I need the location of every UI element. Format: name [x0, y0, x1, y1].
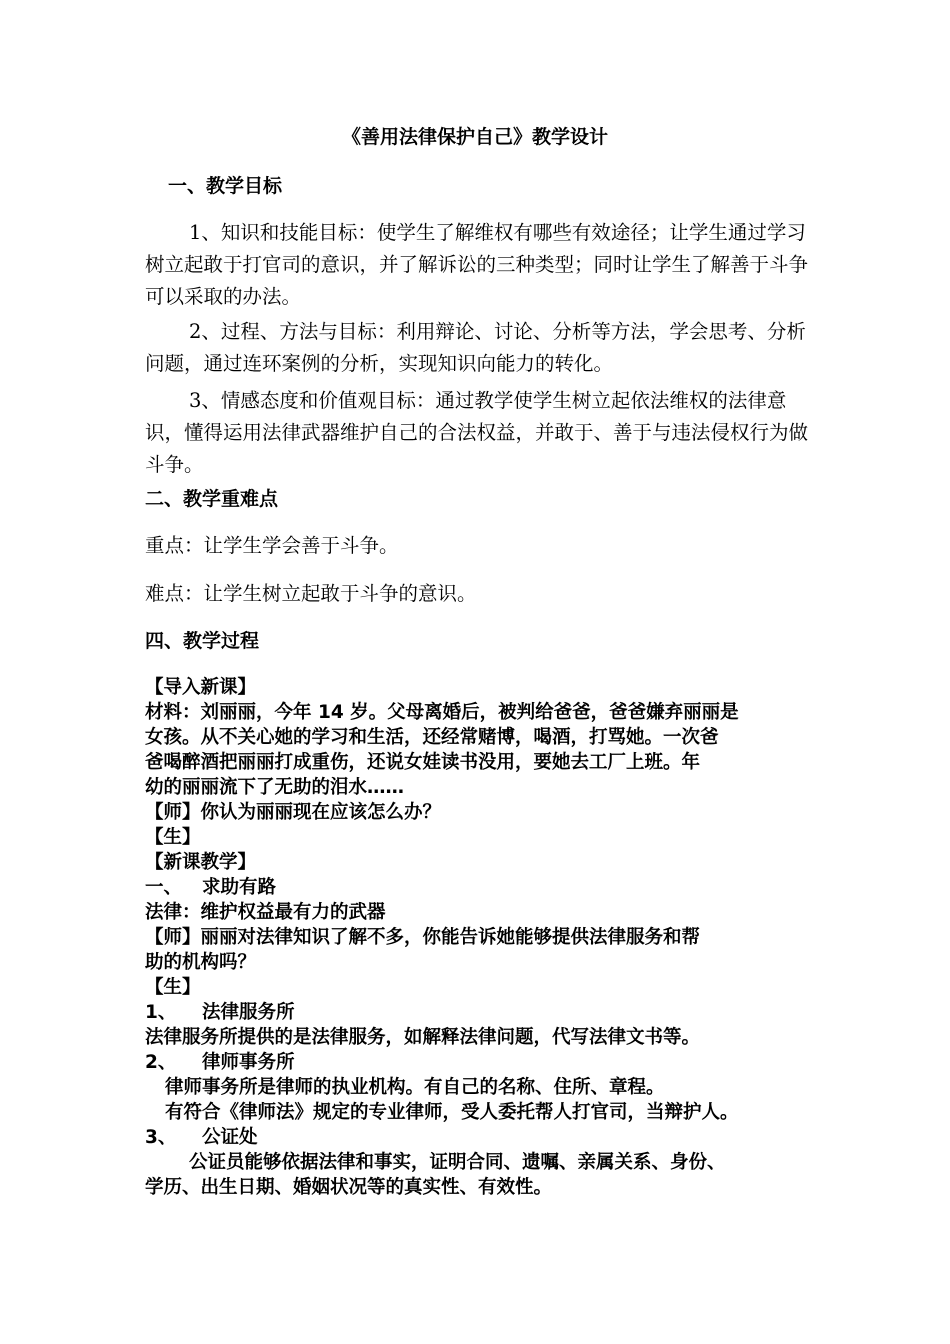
goal-paragraph-3: 3、情感态度和价值观目标：通过教学使学生树立起依法维权的法律意识，懂得运用法律武器维护自己的合法权益，并敢于、善于与违法侵权行为做斗争。 — [145, 389, 809, 476]
item-2-description-1: 律师事务所是律师的执业机构。有自己的名称、住所、章程。 — [165, 1077, 665, 1098]
difficult-point-text: 难点：让学生树立起敢于斗争的意识。 — [145, 582, 477, 605]
material-line-4: 幼的丽丽流下了无助的泪水…… — [145, 777, 405, 798]
item-3-description-1: 公证员能够依据法律和事实，证明合同、遗嘱、亲属关系、身份、 — [189, 1152, 726, 1173]
teacher-question-1: 【师】你认为丽丽现在应该怎么办？ — [145, 802, 442, 823]
heading-teaching-process: 四、教学过程 — [145, 630, 260, 652]
material-line-1: 材料：刘丽丽，今年 14 岁。父母离婚后，被判给爸爸，爸爸嫌弃丽丽是 — [145, 702, 739, 723]
part-one-heading: 一、 求助有路 — [145, 877, 277, 898]
key-point-text: 重点：让学生学会善于斗争。 — [145, 534, 399, 557]
heading-key-difficult-points: 二、教学重难点 — [145, 488, 279, 510]
teacher-question-2-line-2: 助的机构吗？ — [145, 952, 257, 973]
document-title: 《善用法律保护自己》教学设计 — [341, 126, 608, 148]
student-answer-1: 【生】 — [145, 827, 201, 848]
heading-teaching-goals: 一、教学目标 — [168, 175, 283, 197]
new-lesson-tag: 【新课教学】 — [145, 852, 257, 873]
item-2-heading: 2、 律师事务所 — [145, 1052, 295, 1073]
goal-paragraph-2: 2、过程、方法与目标：利用辩论、讨论、分析等方法，学会思考、分析问题，通过连环案例的分析，实现知识向能力的转化。 — [145, 320, 806, 375]
item-1-heading: 1、 法律服务所 — [145, 1002, 295, 1023]
material-line-2: 女孩。从不关心她的学习和生活，还经常赌博，喝酒，打骂她。一次爸 — [145, 727, 719, 748]
material-line-3: 爸喝醉酒把丽丽打成重伤，还说女娃读书没用，要她去工厂上班。年 — [145, 752, 701, 773]
item-3-heading: 3、 公证处 — [145, 1127, 258, 1148]
teacher-question-2-line-1: 【师】丽丽对法律知识了解不多，你能告诉她能够提供法律服务和帮 — [145, 927, 701, 948]
law-weapon-line: 法律：维护权益最有力的武器 — [145, 902, 386, 923]
item-3-description-2: 学历、出生日期、婚姻状况等的真实性、有效性。 — [145, 1177, 553, 1198]
goal-paragraph-1: 1、知识和技能目标：使学生了解维权有哪些有效途径；让学生通过学习树立起敢于打官司的意识，并了解诉讼的三种类型；同时让学生了解善于斗争可以采取的办法。 — [145, 221, 809, 308]
item-2-description-2: 有符合《律师法》规定的专业律师，受人委托帮人打官司，当辩护人。 — [165, 1102, 739, 1123]
student-answer-2: 【生】 — [145, 977, 201, 998]
intro-tag: 【导入新课】 — [145, 677, 257, 698]
item-1-description: 法律服务所提供的是法律服务，如解释法律问题，代写法律文书等。 — [145, 1027, 701, 1048]
